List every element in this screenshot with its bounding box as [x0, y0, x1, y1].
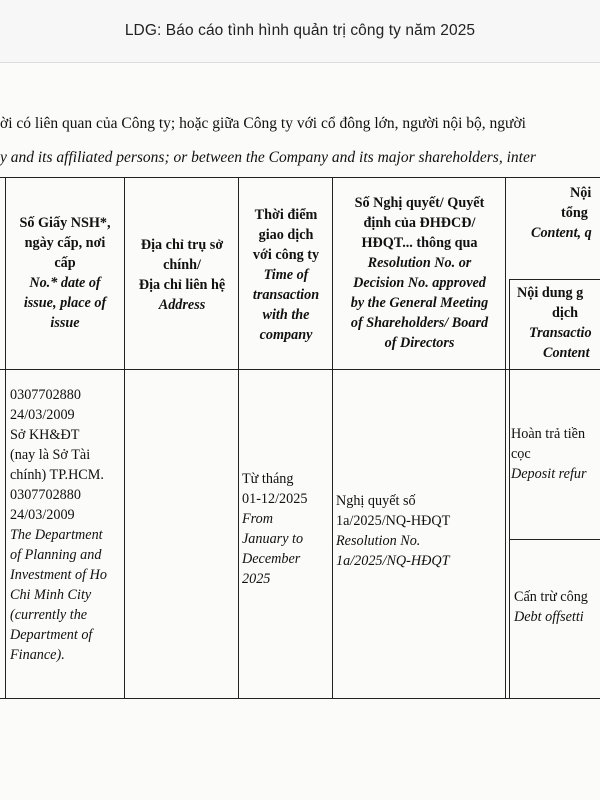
- header-content-vi-2: tổng: [561, 205, 588, 221]
- header-time-vi-3: với công ty: [252, 247, 320, 263]
- nsh-line: Sở KH&ĐT: [10, 427, 80, 443]
- row-transaction-time: [242, 469, 334, 589]
- header-content-sub: [517, 283, 600, 363]
- nsh-en-line: (currently the: [10, 607, 88, 623]
- resolution-vi-line: 1a/2025/NQ-HĐQT: [336, 513, 451, 529]
- header-time-en-3: with the: [262, 307, 310, 323]
- header-transaction-time: [239, 205, 333, 345]
- table-top-border: [0, 177, 600, 178]
- header-address-vi-3: Địa chỉ liên hệ: [138, 277, 226, 293]
- header-address-vi-1: Địa chỉ trụ sở: [140, 237, 224, 253]
- nsh-en-line: Department of: [10, 627, 93, 643]
- time-en-line: January to: [242, 531, 304, 547]
- header-content-total: [530, 183, 600, 243]
- content1-en-line: Deposit refur: [511, 466, 587, 482]
- time-en-line: December: [242, 551, 301, 567]
- content1-vi-line: cọc: [511, 446, 531, 462]
- header-address: [126, 235, 238, 315]
- nsh-en-line: Investment of Ho: [10, 567, 107, 583]
- time-en-line: From: [242, 511, 274, 527]
- header-nsh-vi-1: Số Giấy NSH*,: [19, 215, 111, 231]
- time-line: 01-12/2025: [242, 491, 308, 507]
- header-time-vi-2: giao dịch: [258, 227, 314, 243]
- nsh-line: (nay là Sở Tài: [10, 447, 91, 463]
- header-resolution-en-2: Decision No. approved: [353, 275, 486, 291]
- nsh-line: 0307702880: [10, 387, 81, 403]
- header-resolution-number: [333, 193, 506, 353]
- content-row-divider: [509, 539, 600, 540]
- header-resolution-en-1: Resolution No. or: [367, 255, 472, 271]
- column-divider-5-inner: [509, 279, 510, 698]
- row-resolution: [336, 491, 506, 571]
- resolution-en-line: 1a/2025/NQ-HĐQT: [336, 553, 450, 569]
- nsh-line: chính) TP.HCM.: [10, 467, 104, 483]
- header-content-sub-vi-1: Nội dung g: [517, 285, 584, 301]
- header-registration-number: [5, 213, 125, 333]
- resolution-en-line: Resolution No.: [336, 533, 421, 549]
- header-content-sub-en-1: Transactio: [529, 325, 592, 341]
- intro-line-vietnamese: ời có liên quan của Công ty; hoặc giữa Công ty với cổ đông lớn, người nội bộ, người: [0, 115, 526, 132]
- header-resolution-en-3: by the General Meeting: [350, 295, 489, 311]
- document-page: [0, 63, 600, 800]
- nsh-line: 0307702880: [10, 487, 81, 503]
- header-address-en-1: Address: [158, 297, 206, 313]
- header-content-en-1: Content, q: [531, 225, 592, 241]
- row-registration-info: [10, 385, 125, 665]
- content2-en-line: Debt offsetti: [514, 609, 584, 625]
- header-resolution-en-5: of Directors: [384, 335, 455, 351]
- header-content-sub-en-2: Content: [543, 345, 590, 361]
- header-content-sub-vi-2: dịch: [552, 305, 579, 321]
- header-resolution-en-4: of Shareholders/ Board: [350, 315, 489, 331]
- header-nsh-en-3: issue: [50, 315, 80, 331]
- header-nsh-vi-3: cấp: [54, 255, 76, 271]
- header-nsh-en-2: issue, place of: [23, 295, 107, 311]
- nsh-en-line: of Planning and: [10, 547, 102, 563]
- content1-vi-line: Hoàn trả tiền: [511, 426, 586, 442]
- header-nsh-vi-2: ngày cấp, nơi: [24, 235, 106, 251]
- intro-line-english: y and its affiliated persons; or between the Company and its major shareholders, inter: [0, 149, 536, 166]
- header-content-vi-1: Nội: [570, 185, 592, 201]
- row-content-offset: [514, 587, 600, 627]
- table-bottom-border: [0, 698, 600, 699]
- resolution-vi-line: Nghị quyết số: [336, 493, 416, 509]
- header-nsh-en-1: No.* date of: [29, 275, 101, 291]
- nsh-en-line: The Department: [10, 527, 103, 543]
- nsh-line: 24/03/2009: [10, 507, 75, 523]
- header-resolution-vi-1: Số Nghị quyết/ Quyết: [354, 195, 485, 211]
- nsh-en-line: Finance).: [10, 647, 65, 663]
- header-time-en-4: company: [259, 327, 313, 343]
- document-title: LDG: Báo cáo tình hình quản trị công ty năm 2025: [124, 22, 476, 39]
- header-resolution-vi-3: HĐQT... thông qua: [361, 235, 478, 251]
- time-line: Từ tháng: [242, 471, 294, 487]
- header-address-vi-2: chính/: [163, 257, 201, 273]
- content-subheader-border: [509, 279, 600, 280]
- header-time-en-2: transaction: [252, 287, 320, 303]
- document-header-bar: [0, 0, 600, 63]
- time-en-line: 2025: [242, 571, 271, 587]
- row-content-deposit: [511, 424, 600, 484]
- header-time-en-1: Time of: [263, 267, 309, 283]
- header-time-vi-1: Thời điểm: [254, 207, 318, 223]
- content2-vi-line: Cấn trừ công: [514, 589, 588, 605]
- header-resolution-vi-2: định của ĐHĐCĐ/: [363, 215, 476, 231]
- nsh-en-line: Chi Minh City: [10, 587, 92, 603]
- nsh-line: 24/03/2009: [10, 407, 75, 423]
